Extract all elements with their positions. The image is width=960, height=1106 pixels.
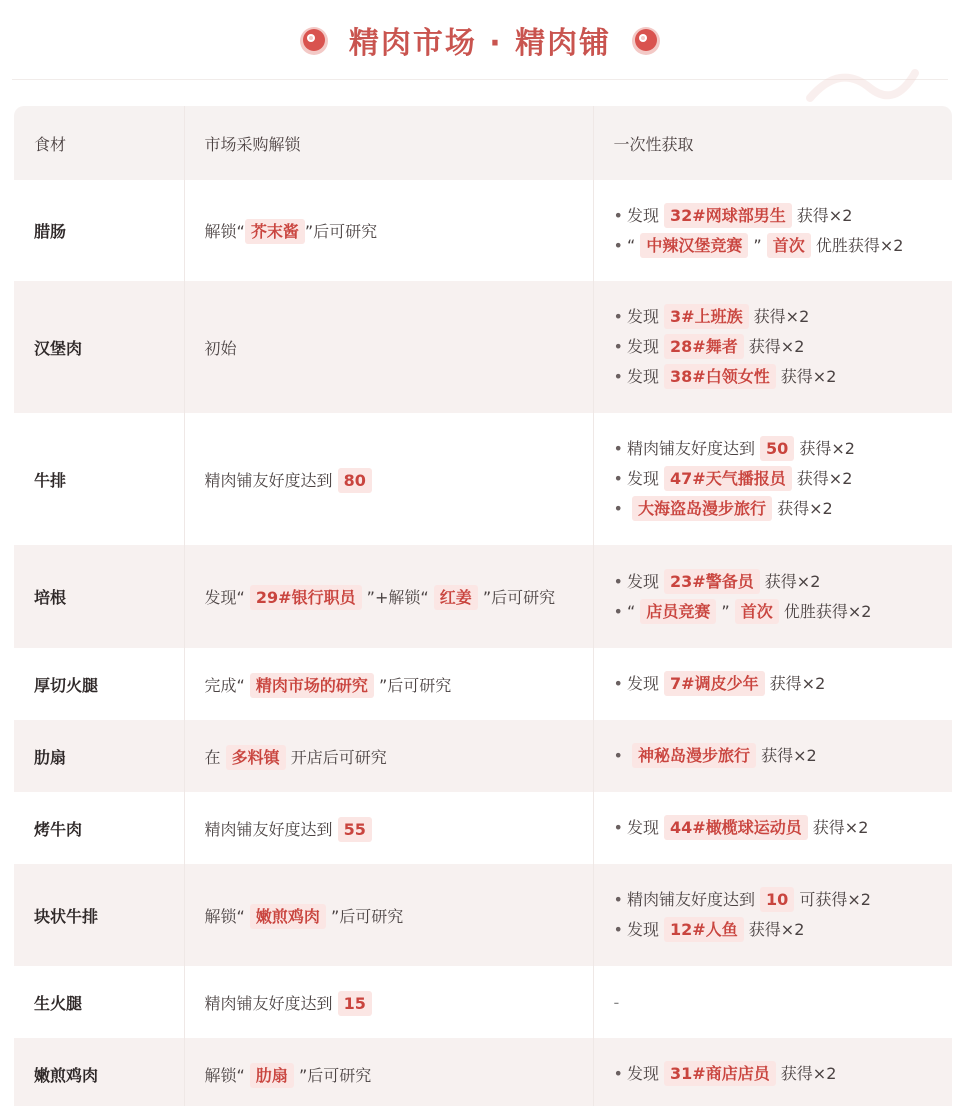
gain-methods bbox=[593, 281, 952, 413]
table-row bbox=[14, 545, 952, 648]
list-item bbox=[614, 231, 953, 261]
ingredient-name: 肋扇 bbox=[14, 720, 184, 792]
text-segment: 优胜获得×2 bbox=[810, 235, 904, 255]
meat-icon bbox=[297, 23, 331, 57]
gain-methods bbox=[593, 720, 952, 792]
highlight-tag: 肋扇 bbox=[250, 1063, 294, 1088]
ingredient-name: 厚切火腿 bbox=[14, 648, 184, 720]
highlight-tag: 神秘岛漫步旅行 bbox=[632, 743, 756, 768]
highlight-tag: 首次 bbox=[735, 599, 779, 624]
table-row bbox=[14, 648, 952, 720]
text-segment: ”后可研究 bbox=[373, 675, 452, 695]
unlock-condition bbox=[184, 648, 593, 720]
ingredient-name: 嫩煎鸡肉 bbox=[14, 1038, 184, 1106]
ingredient-name: 块状牛排 bbox=[14, 864, 184, 966]
text-segment: 获得×2 bbox=[791, 205, 853, 225]
highlight-tag: 芥末酱 bbox=[245, 219, 305, 244]
text-segment: 优胜获得×2 bbox=[778, 601, 872, 621]
text-segment: 发现 bbox=[626, 337, 665, 356]
highlight-tag: 80 bbox=[338, 468, 372, 493]
highlight-tag: 7#调皮少年 bbox=[664, 671, 765, 696]
list-item bbox=[614, 434, 953, 464]
highlight-tag: 12#人鱼 bbox=[664, 917, 744, 942]
text-segment: 解锁 bbox=[204, 222, 237, 241]
text-segment: 获得×2 bbox=[743, 920, 805, 939]
list-item bbox=[614, 741, 953, 771]
text-segment: 后可研究 bbox=[313, 222, 378, 241]
text-segment: “ bbox=[236, 222, 245, 241]
highlight-tag: 10 bbox=[760, 887, 794, 912]
text-segment: 在 bbox=[204, 747, 226, 767]
highlight-tag: 首次 bbox=[767, 233, 811, 258]
gain-methods bbox=[593, 966, 952, 1038]
column-header-unlock: 市场采购解锁 bbox=[184, 106, 593, 180]
text-segment: 获得×2 bbox=[764, 674, 826, 693]
highlight-tag: 3#上班族 bbox=[664, 304, 749, 329]
text-segment: 发现 bbox=[626, 367, 665, 386]
list-item bbox=[614, 1059, 953, 1089]
gain-list bbox=[614, 434, 953, 524]
gain-list bbox=[614, 669, 953, 699]
highlight-tag: 44#橄榄球运动员 bbox=[664, 815, 808, 840]
unlock-condition bbox=[184, 720, 593, 792]
list-item bbox=[614, 669, 953, 699]
gain-list bbox=[614, 741, 953, 771]
text-segment: 获得×2 bbox=[759, 571, 821, 591]
text-segment: 开店后可研究 bbox=[285, 747, 387, 767]
table-row bbox=[14, 413, 952, 545]
text-segment: 获得×2 bbox=[791, 469, 853, 488]
table-row bbox=[14, 180, 952, 281]
unlock-condition bbox=[184, 413, 593, 545]
gain-methods bbox=[593, 545, 952, 648]
text-segment: 获得×2 bbox=[772, 499, 833, 518]
gain-methods bbox=[593, 648, 952, 720]
ingredient-name: 牛排 bbox=[14, 413, 184, 545]
text-segment: 获得×2 bbox=[807, 818, 869, 837]
gain-methods bbox=[593, 1038, 952, 1106]
column-header-ingredient: 食材 bbox=[14, 106, 184, 180]
list-item bbox=[614, 302, 953, 332]
ingredient-name: 腊肠 bbox=[14, 180, 184, 281]
unlock-condition bbox=[184, 792, 593, 864]
ingredient-name: 汉堡肉 bbox=[14, 281, 184, 413]
text-segment: 解锁“ bbox=[204, 1065, 250, 1085]
highlight-tag: 大海盗岛漫步旅行 bbox=[632, 496, 772, 521]
text-segment: 发现 bbox=[626, 920, 665, 939]
column-header-gain: 一次性获取 bbox=[593, 106, 952, 180]
list-item bbox=[614, 362, 953, 392]
text-segment: 精肉铺友好度达到 bbox=[204, 993, 338, 1013]
text-segment: 精肉铺友好度达到 bbox=[204, 819, 338, 839]
ingredient-name: 培根 bbox=[14, 545, 184, 648]
meat-icon bbox=[629, 23, 663, 57]
text-segment: 获得×2 bbox=[794, 439, 855, 458]
text-segment: 精肉铺友好度达到 bbox=[626, 439, 761, 458]
unlock-condition bbox=[184, 966, 593, 1038]
list-item bbox=[614, 813, 953, 843]
table-header-row bbox=[14, 106, 952, 180]
table-row bbox=[14, 281, 952, 413]
unlock-condition bbox=[184, 864, 593, 966]
text-segment: 完成“ bbox=[204, 675, 250, 695]
unlock-condition bbox=[184, 281, 593, 413]
text-segment: 发现 bbox=[626, 818, 665, 837]
list-item bbox=[614, 597, 953, 627]
unlock-condition bbox=[184, 180, 593, 281]
highlight-tag: 31#商店店员 bbox=[664, 1061, 776, 1086]
text-segment: 发现 bbox=[626, 674, 665, 693]
highlight-tag: 红姜 bbox=[434, 585, 478, 610]
text-segment: ”后可研究 bbox=[325, 906, 404, 926]
text-segment: “ bbox=[626, 601, 641, 621]
list-item bbox=[614, 201, 953, 231]
text-segment: ”+解锁“ bbox=[361, 588, 434, 607]
unlock-condition bbox=[184, 545, 593, 648]
gain-methods bbox=[593, 413, 952, 545]
table-row bbox=[14, 792, 952, 864]
highlight-tag: 29#银行职员 bbox=[250, 585, 362, 610]
text-segment: 发现“ bbox=[204, 588, 250, 607]
highlight-tag: 47#天气播报员 bbox=[664, 466, 792, 491]
text-segment: ”后可研究 bbox=[477, 588, 556, 607]
table-row bbox=[14, 864, 952, 966]
ingredient-name: 生火腿 bbox=[14, 966, 184, 1038]
empty-value: - bbox=[613, 992, 620, 1012]
text-segment: ”后可研究 bbox=[293, 1065, 372, 1085]
gain-list bbox=[614, 567, 953, 627]
table-row bbox=[14, 720, 952, 792]
list-item bbox=[614, 494, 953, 524]
highlight-tag: 50 bbox=[760, 436, 794, 461]
highlight-tag: 中辣汉堡竞赛 bbox=[640, 233, 748, 258]
gain-list bbox=[614, 1059, 953, 1089]
text-segment: 发现 bbox=[626, 469, 665, 488]
gain-methods bbox=[593, 864, 952, 966]
text-segment: 初始 bbox=[204, 338, 237, 358]
text-segment: ” bbox=[716, 601, 735, 621]
highlight-tag: 多料镇 bbox=[226, 745, 286, 770]
table-row bbox=[14, 1038, 952, 1106]
text-segment: ” bbox=[304, 222, 314, 241]
list-item bbox=[614, 567, 953, 597]
highlight-tag: 店员竞赛 bbox=[640, 599, 716, 624]
text-segment: “ bbox=[626, 235, 641, 255]
gain-list bbox=[614, 302, 953, 392]
list-item bbox=[614, 885, 953, 915]
text-segment: 发现 bbox=[626, 571, 665, 591]
list-item bbox=[614, 464, 953, 494]
text-segment: 获得×2 bbox=[756, 746, 817, 765]
highlight-tag: 15 bbox=[338, 991, 372, 1016]
gain-methods bbox=[593, 792, 952, 864]
text-segment: 发现 bbox=[626, 1064, 665, 1083]
unlock-condition bbox=[184, 1038, 593, 1106]
list-item bbox=[614, 915, 953, 945]
ingredient-table bbox=[14, 106, 952, 1106]
highlight-tag: 32#网球部男生 bbox=[664, 203, 792, 228]
gain-methods bbox=[593, 180, 952, 281]
text-segment: 获得×2 bbox=[748, 307, 810, 326]
text-segment: 发现 bbox=[626, 205, 665, 225]
highlight-tag: 55 bbox=[338, 817, 372, 842]
gain-list bbox=[614, 885, 953, 945]
gain-list bbox=[614, 201, 953, 261]
highlight-tag: 嫩煎鸡肉 bbox=[250, 904, 326, 929]
text-segment: 解锁“ bbox=[204, 906, 250, 926]
text-segment: 精肉铺友好度达到 bbox=[626, 890, 761, 909]
list-item bbox=[614, 332, 953, 362]
gain-list bbox=[614, 813, 953, 843]
text-segment: 可获得×2 bbox=[794, 890, 871, 909]
table-row bbox=[14, 966, 952, 1038]
highlight-tag: 23#警备员 bbox=[664, 569, 760, 594]
highlight-tag: 38#白领女性 bbox=[664, 364, 776, 389]
highlight-tag: 28#舞者 bbox=[664, 334, 744, 359]
text-segment: 获得×2 bbox=[743, 337, 805, 356]
text-segment: 获得×2 bbox=[775, 1064, 837, 1083]
highlight-tag: 精肉市场的研究 bbox=[250, 673, 374, 698]
text-segment: 获得×2 bbox=[775, 367, 837, 386]
page-title: 精肉市场 · 精肉铺 bbox=[348, 25, 612, 61]
text-segment: ” bbox=[748, 235, 767, 255]
text-segment: 发现 bbox=[626, 307, 665, 326]
text-segment: 精肉铺友好度达到 bbox=[204, 470, 338, 490]
ingredient-name: 烤牛肉 bbox=[14, 792, 184, 864]
